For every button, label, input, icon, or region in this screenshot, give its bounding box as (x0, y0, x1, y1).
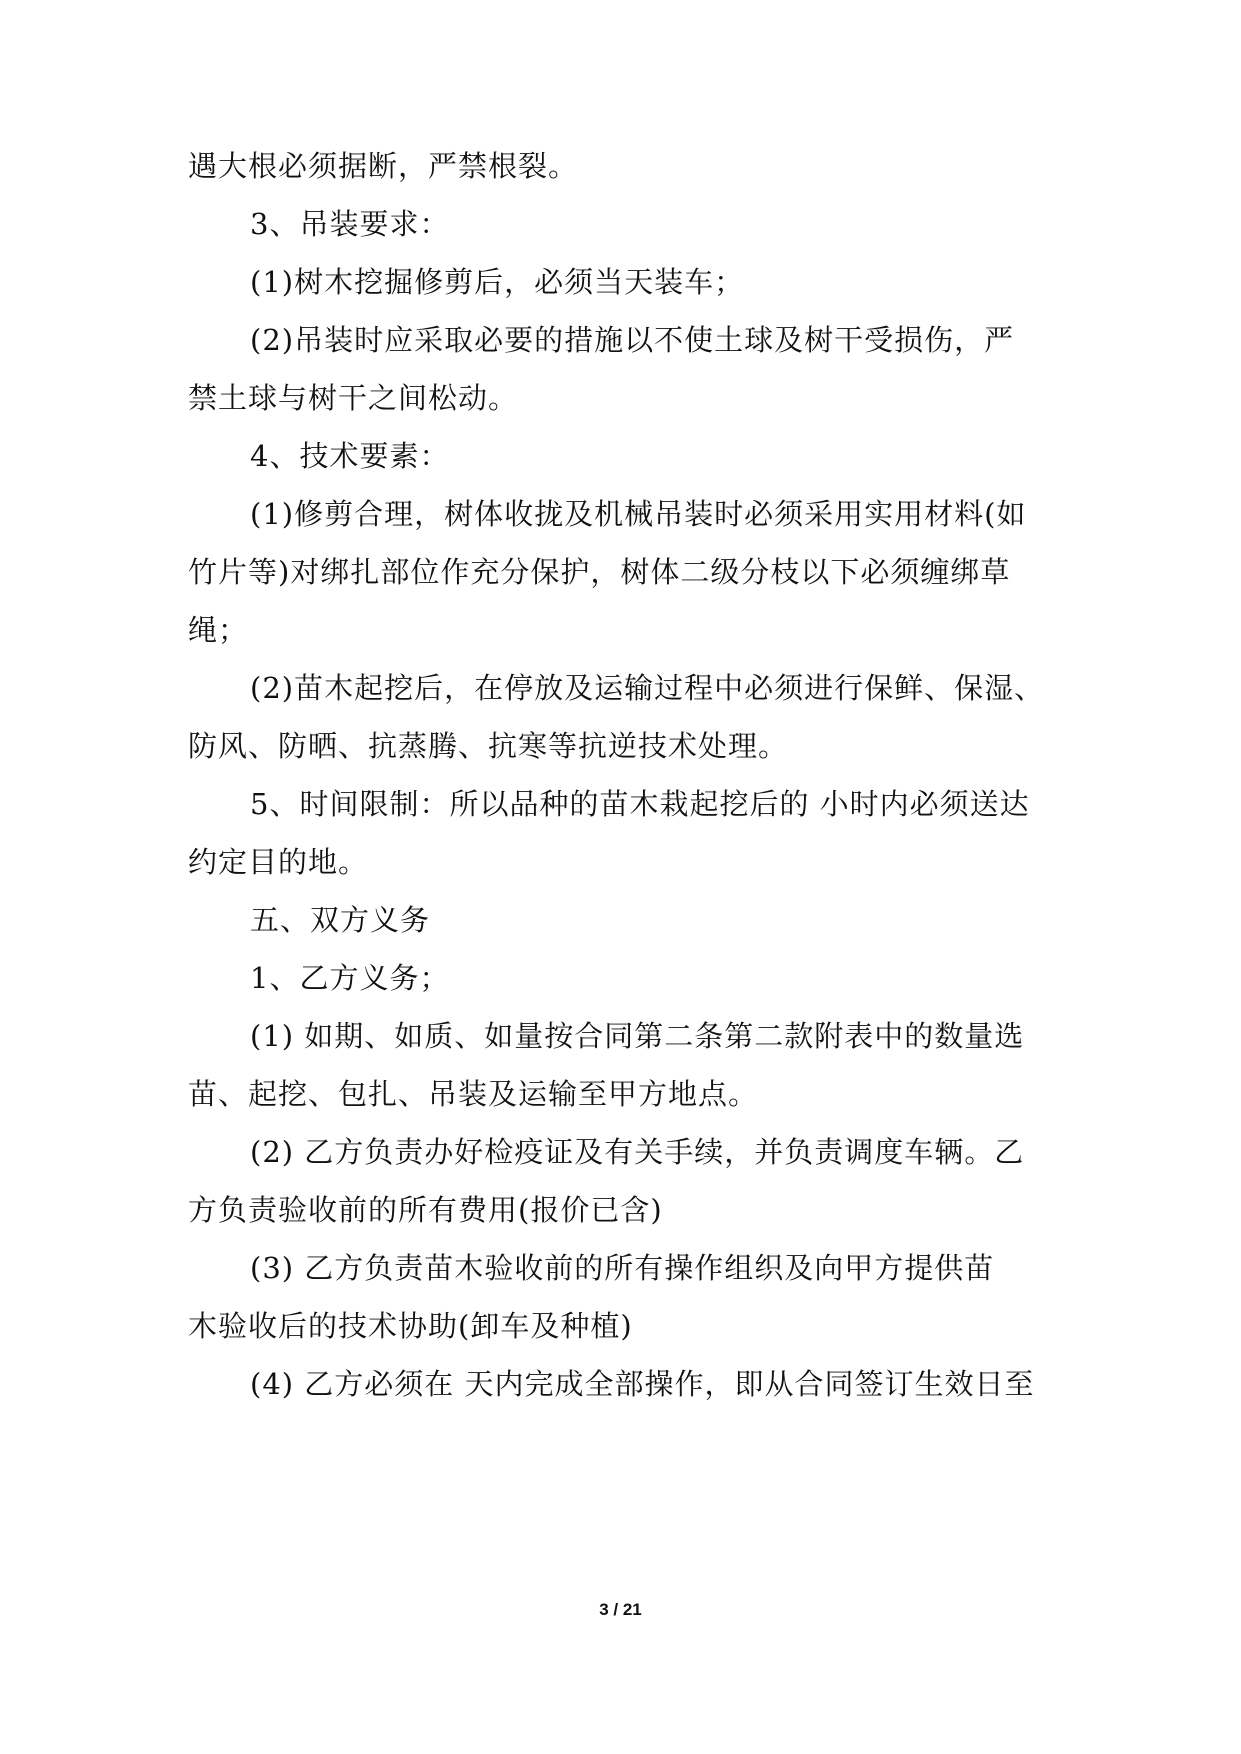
body-line: 禁土球与树干之间松动。 (188, 381, 519, 415)
body-line: 约定目的地。 (188, 845, 369, 879)
section-heading: 五、双方义务 (250, 903, 431, 937)
section-heading: 1、乙方义务； (250, 961, 450, 995)
body-line: 苗、起挖、包扎、吊装及运输至甲方地点。 (188, 1077, 759, 1111)
section-heading: 3、吊装要求： (250, 207, 450, 241)
body-line: 竹片等)对绑扎部位作充分保护，树体二级分枝以下必须缠绑草 (188, 555, 1011, 589)
body-line: (2)吊装时应采取必要的措施以不使土球及树干受损伤，严 (250, 323, 1015, 357)
body-line: 方负责验收前的所有费用(报价已含) (188, 1193, 663, 1227)
body-line: 5、时间限制：所以品种的苗木栽起挖后的 小时内必须送达 (250, 787, 1030, 821)
body-line: (2) 乙方负责办好检疫证及有关手续，并负责调度车辆。乙 (250, 1135, 1025, 1169)
body-line: (4) 乙方必须在 天内完成全部操作，即从合同签订生效日至 (250, 1367, 1035, 1401)
body-line: 木验收后的技术协助(卸车及种植) (188, 1309, 633, 1343)
body-line: (1)修剪合理，树体收拢及机械吊装时必须采用实用材料(如 (250, 497, 1027, 531)
body-line: (2)苗木起挖后，在停放及运输过程中必须进行保鲜、保湿、 (250, 671, 1045, 705)
body-line: 防风、防晒、抗蒸腾、抗寒等抗逆技术处理。 (188, 729, 789, 763)
body-line: (1)树木挖掘修剪后，必须当天装车； (250, 265, 745, 299)
section-heading: 4、技术要素： (250, 439, 450, 473)
body-line: 遇大根必须据断，严禁根裂。 (188, 149, 579, 183)
body-line: (1) 如期、如质、如量按合同第二条第二款附表中的数量选 (250, 1019, 1025, 1053)
page-number: 3 / 21 (599, 1600, 642, 1619)
body-line: (3) 乙方负责苗木验收前的所有操作组织及向甲方提供苗 (250, 1251, 995, 1285)
body-line: 绳； (188, 613, 249, 647)
